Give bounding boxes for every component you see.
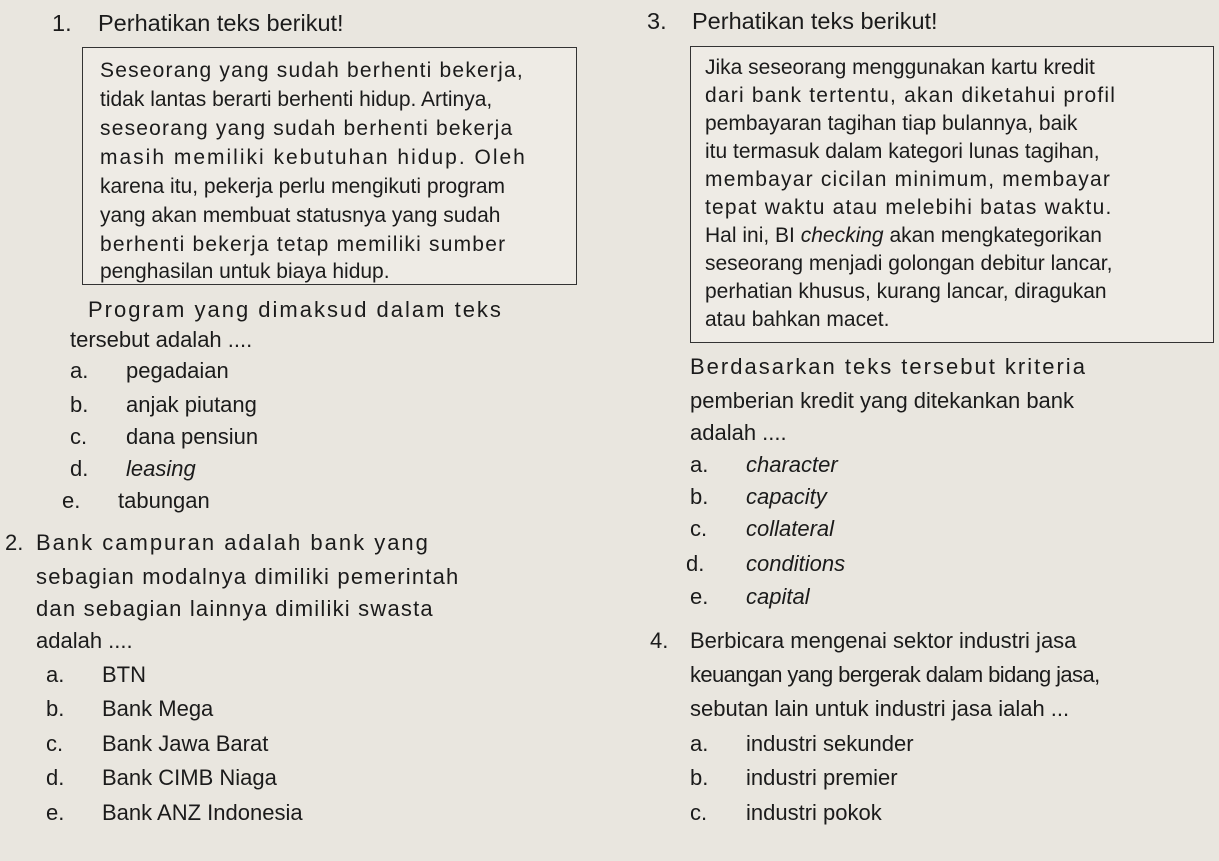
option-letter: e. xyxy=(62,488,81,513)
option-a[interactable]: BTN xyxy=(102,662,146,687)
passage-line: pembayaran tagihan tiap bulannya, baik xyxy=(705,112,1078,135)
option-letter: b. xyxy=(690,765,709,790)
passage-line: masih memiliki kebutuhan hidup. Oleh xyxy=(100,146,527,169)
passage-line: tidak lantas berarti berhenti hidup. Artinya, xyxy=(100,88,493,111)
passage-line: seseorang menjadi golongan debitur lancar, xyxy=(705,252,1113,275)
option-letter: c. xyxy=(46,731,64,756)
option-letter: a. xyxy=(690,452,709,477)
option-a[interactable]: character xyxy=(746,452,838,477)
question-text: keuangan yang bergerak dalam bidang jasa, xyxy=(690,662,1100,687)
question-text: Bank campuran adalah bank yang xyxy=(36,530,430,555)
option-letter: a. xyxy=(690,731,709,756)
option-b[interactable]: industri premier xyxy=(746,765,898,790)
question-text: adalah .... xyxy=(690,420,787,445)
passage-line: Seseorang yang sudah berhenti bekerja, xyxy=(100,59,524,82)
passage-line: perhatian khusus, kurang lancar, diragukan xyxy=(705,280,1107,303)
question-text: sebagian modalnya dimiliki pemerintah xyxy=(36,564,460,589)
passage-line: berhenti bekerja tetap memiliki sumber xyxy=(100,233,507,256)
option-letter: c. xyxy=(690,516,708,541)
passage-line: itu termasuk dalam kategori lunas tagihan, xyxy=(705,140,1100,163)
question-text: Berbicara mengenai sektor industri jasa xyxy=(690,628,1077,653)
option-letter: a. xyxy=(46,662,65,687)
option-c[interactable]: collateral xyxy=(746,516,835,541)
question-text: dan sebagian lainnya dimiliki swasta xyxy=(36,596,434,621)
option-letter: a. xyxy=(70,358,89,383)
option-d[interactable]: Bank CIMB Niaga xyxy=(102,765,277,790)
question-heading: Perhatikan teks berikut! xyxy=(98,10,344,36)
passage-line: yang akan membuat statusnya yang sudah xyxy=(100,204,501,227)
option-letter: b. xyxy=(70,392,89,417)
option-e[interactable]: capital xyxy=(746,584,810,609)
passage-line: tepat waktu atau melebihi batas waktu. xyxy=(705,196,1113,219)
option-letter: d. xyxy=(686,551,705,576)
question-text: Program yang dimaksud dalam teks xyxy=(88,297,503,322)
passage-line: penghasilan untuk biaya hidup. xyxy=(100,260,390,283)
passage-line: membayar cicilan minimum, membayar xyxy=(705,168,1112,191)
option-d[interactable]: conditions xyxy=(746,551,846,576)
option-letter: b. xyxy=(690,484,709,509)
option-letter: d. xyxy=(70,456,89,481)
option-c[interactable]: Bank Jawa Barat xyxy=(102,731,269,756)
question-text: pemberian kredit yang ditekankan bank xyxy=(690,388,1075,413)
passage-line: seseorang yang sudah berhenti bekerja xyxy=(100,117,514,140)
question-number: 3. xyxy=(647,8,667,34)
option-a[interactable]: pegadaian xyxy=(126,358,229,383)
option-letter: e. xyxy=(690,584,709,609)
passage-fragment: akan mengkategorikan xyxy=(889,224,1102,247)
option-c[interactable]: dana pensiun xyxy=(126,424,259,449)
passage-line: Jika seseorang menggunakan kartu kredit xyxy=(705,56,1095,79)
option-b[interactable]: anjak piutang xyxy=(126,392,257,417)
question-text: Berdasarkan teks tersebut kriteria xyxy=(690,354,1087,379)
option-e[interactable]: tabungan xyxy=(118,488,210,513)
option-d[interactable]: leasing xyxy=(126,456,196,481)
passage-fragment: Hal ini, BI xyxy=(705,224,795,247)
question-number: 2. xyxy=(5,530,24,555)
question-number: 4. xyxy=(650,628,669,653)
option-letter: c. xyxy=(690,800,708,825)
question-text: adalah .... xyxy=(36,628,133,653)
option-letter: e. xyxy=(46,800,65,825)
passage-fragment-italic: checking xyxy=(800,224,884,247)
option-e[interactable]: Bank ANZ Indonesia xyxy=(102,800,303,825)
option-c[interactable]: industri pokok xyxy=(746,800,882,825)
question-text: sebutan lain untuk industri jasa ialah ... xyxy=(690,696,1070,721)
question-heading: Perhatikan teks berikut! xyxy=(692,8,938,34)
option-letter: c. xyxy=(70,424,88,449)
question-text: tersebut adalah .... xyxy=(70,327,253,352)
option-b[interactable]: capacity xyxy=(746,484,827,509)
option-letter: d. xyxy=(46,765,65,790)
passage-line: atau bahkan macet. xyxy=(705,308,890,331)
passage-line xyxy=(705,224,1102,248)
passage-line: dari bank tertentu, akan diketahui profil xyxy=(705,84,1117,107)
option-letter: b. xyxy=(46,696,65,721)
option-a[interactable]: industri sekunder xyxy=(746,731,914,756)
option-b[interactable]: Bank Mega xyxy=(102,696,214,721)
passage-line: karena itu, pekerja perlu mengikuti program xyxy=(100,175,506,198)
question-number: 1. xyxy=(52,10,72,36)
